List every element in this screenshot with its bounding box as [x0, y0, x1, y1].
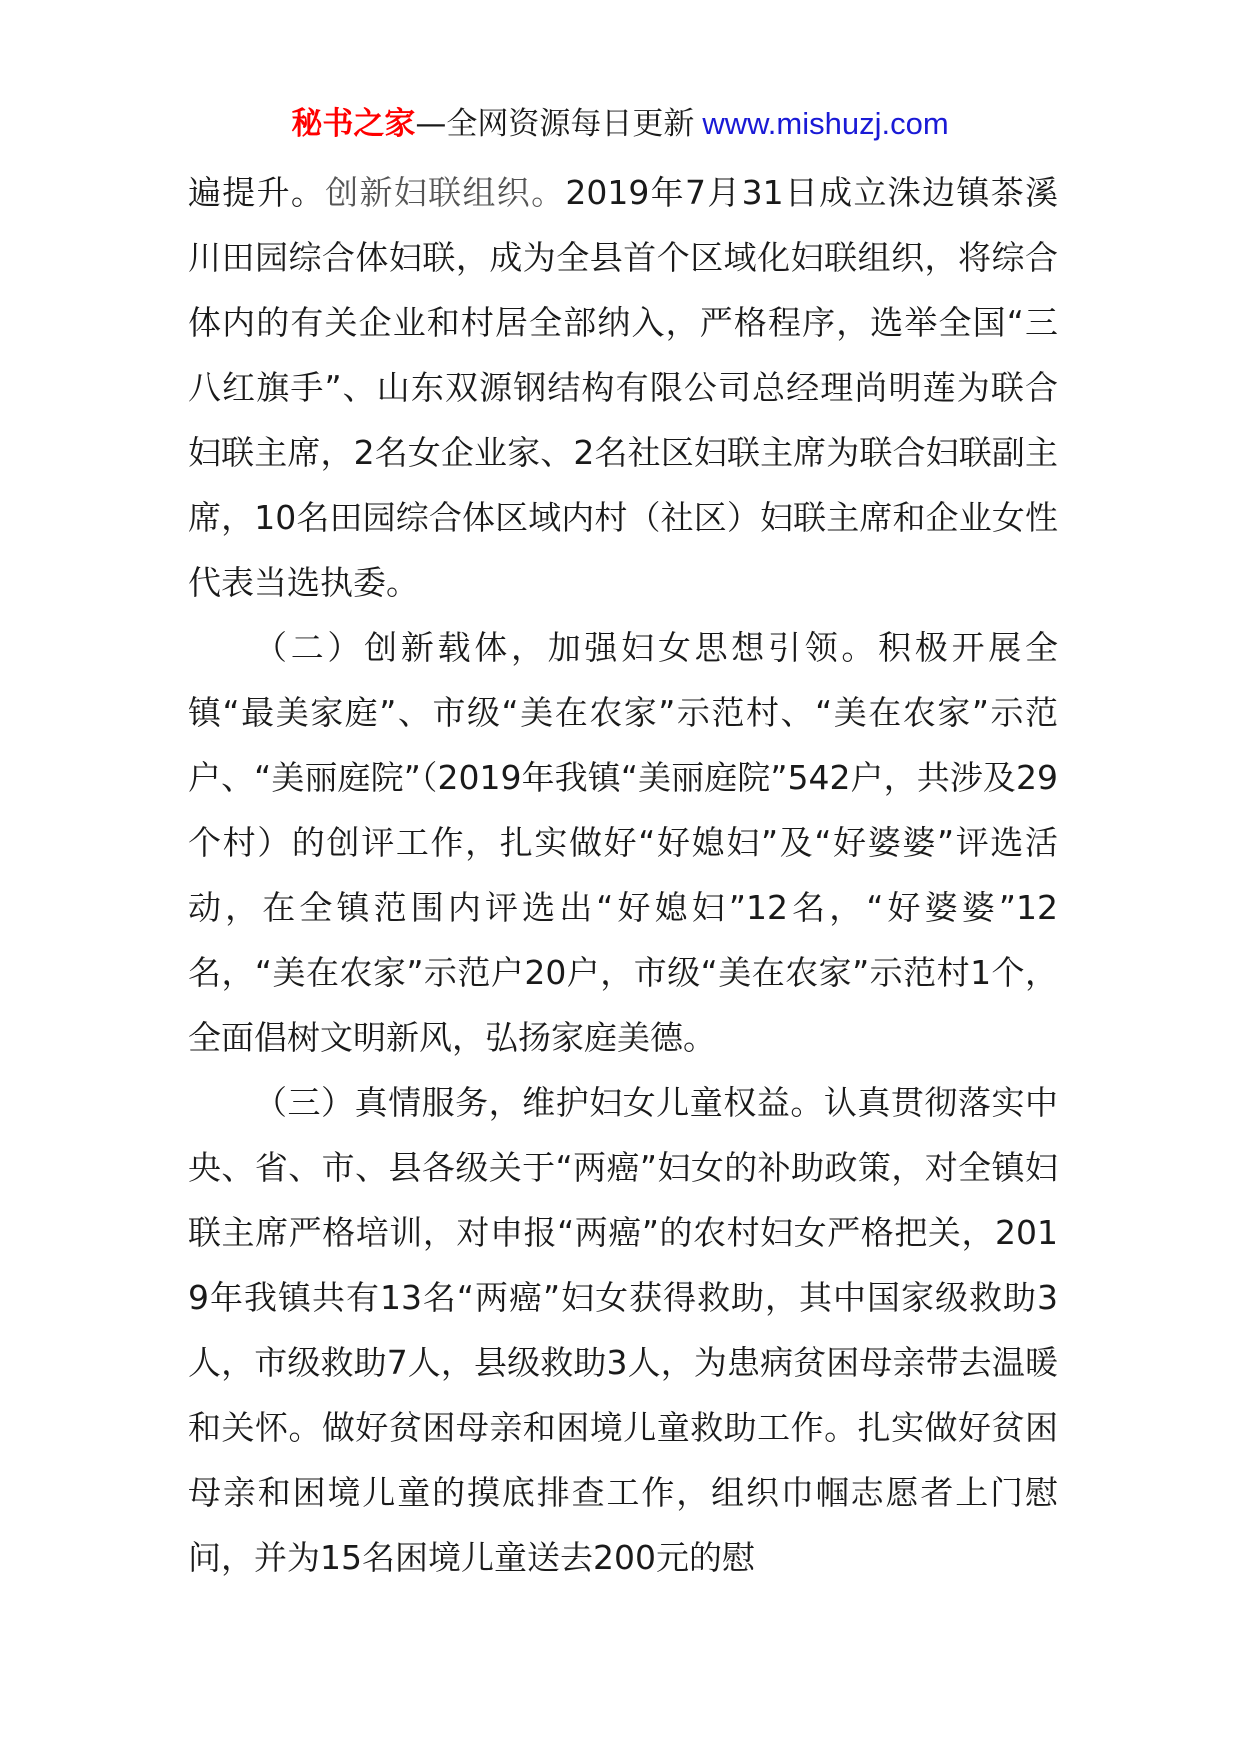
paragraph-2: （二）创新载体，加强妇女思想引领。积极开展全镇“最美家庭”、市级“美在农家”示范村、“美在农家”示范户、“美丽庭院”（2019年我镇“美丽庭院”542户，共涉及29个村）的创评工作，扎实做好“好媳妇”及“好婆婆”评选活动，在全镇范围内评选出“好媳妇”12名，“好婆婆”12名，“美在农家”示范户20户，市级“美在农家”示范村1个，全面倡树文明新风，弘扬家庭美德。	[188, 628, 1058, 1057]
paragraph-1-highlight: 创新妇联组织。	[325, 173, 566, 212]
brand-name: 秘书之家	[291, 106, 416, 142]
document-body	[188, 160, 1058, 1590]
website-link[interactable]: www.mishuzj.com	[702, 106, 949, 141]
paragraph-1	[188, 160, 1058, 615]
header-tagline: —全网资源每日更新	[415, 106, 695, 142]
paragraph-1-text: 2019年7月31日成立洙边镇茶溪川田园综合体妇联，成为全县首个区域化妇联组织，将综合体内的有关企业和村居全部纳入，严格程序，选举全国“三八红旗手”、山东双源钢结构有限公司总经理尚明莲为联合妇联主席，2名女企业家、2名社区妇联主席为联合妇联副主席，10名田园综合体区域内村（社区）妇联主席和企业女性代表当选执委。	[188, 173, 1059, 602]
page-header	[0, 100, 1240, 148]
paragraph-3: （三）真情服务，维护妇女儿童权益。认真贯彻落实中央、省、市、县各级关于“两癌”妇女的补助政策，对全镇妇联主席严格培训，对申报“两癌”的农村妇女严格把关，2019年我镇共有13名“两癌”妇女获得救助，其中国家级救助3人，市级救助7人，县级救助3人，为患病贫困母亲带去温暖和关怀。做好贫困母亲和困境儿童救助工作。扎实做好贫困母亲和困境儿童的摸底排查工作，组织巾帼志愿者上门慰问，并为15名困境儿童送去200元的慰	[188, 1083, 1058, 1577]
paragraph-1-lead: 遍提升。	[188, 173, 326, 212]
